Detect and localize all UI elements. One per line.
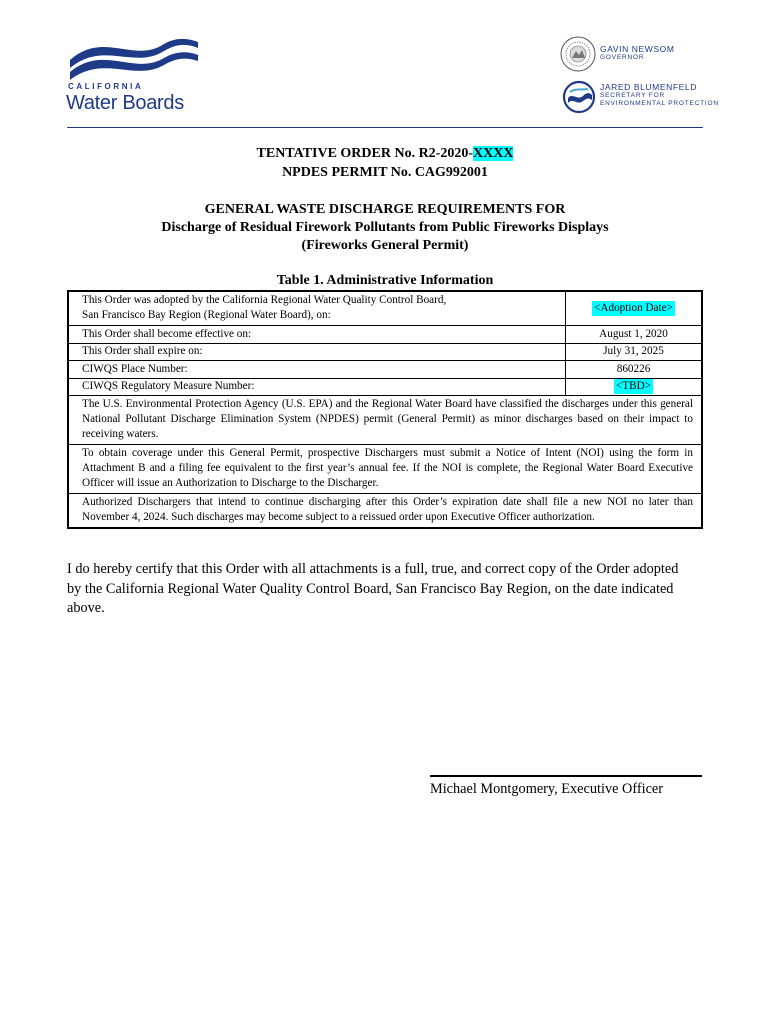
expire-label: This Order shall expire on: — [69, 344, 566, 361]
secretary-block — [600, 82, 719, 108]
header-divider — [67, 127, 703, 128]
ciwqs-place-number: 860226 — [616, 362, 651, 375]
effective-label: This Order shall become effective on: — [69, 326, 566, 343]
renewal-paragraph: Authorized Dischargers that intend to continue discharging after this Order’s expiration date shall file a new NOI no later than November 4, 2024. Such discharges may become subject to a reissued order upon Executive Officer authorization. — [82, 496, 693, 523]
ciwqs-measure-label: CIWQS Regulatory Measure Number: — [69, 379, 566, 396]
administrative-info-table — [67, 290, 703, 529]
ciwqs-measure-placeholder: <TBD> — [616, 380, 651, 393]
water-boards-logo — [64, 34, 204, 118]
classification-paragraph: The U.S. Environmental Protection Agency (U.S. EPA) and the Regional Water Board have classified the discharges under this general National Pollutant Discharge Elimination System (NPDES) permit (General Permit) as minor discharges based on their impact to receiving waters. — [82, 398, 693, 440]
table-row — [69, 325, 701, 343]
water-waves-icon — [64, 34, 204, 84]
heading-line-1: GENERAL WASTE DISCHARGE REQUIREMENTS FOR — [204, 202, 566, 217]
governor-name: GAVIN NEWSOM — [600, 44, 675, 54]
table-row — [69, 444, 701, 493]
table-row — [69, 493, 701, 527]
order-number-prefix: TENTATIVE ORDER No. R2-2020- — [256, 146, 474, 161]
table-row — [69, 360, 701, 378]
california-seal-icon — [560, 36, 596, 72]
signature-line — [430, 775, 702, 777]
order-number — [0, 144, 770, 163]
coverage-paragraph: To obtain coverage under this General Permit, prospective Dischargers must submit a Notice of Intent (NOI) using the form in Attachment B and a filing fee equivalent to the first year’s annual fee. If the NOI is complete, the Regional Water Board Executive Officer will issue an Authorization to Discharge to the Discharger. — [82, 447, 693, 489]
adoption-label-line1: This Order was adopted by the California Regional Water Quality Control Board, — [82, 294, 447, 306]
table-cell-label — [69, 292, 566, 325]
secretary-title-line1: SECRETARY FOR — [600, 92, 665, 99]
heading-line-2: Discharge of Residual Firework Pollutants from Public Fireworks Displays — [161, 220, 609, 235]
table-cell-value — [566, 292, 701, 325]
calepa-logo-icon — [562, 80, 596, 114]
adoption-label-line2: San Francisco Bay Region (Regional Water Board), on: — [82, 309, 331, 321]
secretary-title-line2: ENVIRONMENTAL PROTECTION — [600, 100, 719, 107]
table-row — [69, 395, 701, 444]
heading-line-3: (Fireworks General Permit) — [301, 238, 469, 253]
signatory-name: Michael Montgomery, Executive Officer — [430, 781, 664, 797]
secretary-name: JARED BLUMENFELD — [600, 82, 697, 92]
ciwqs-place-label: CIWQS Place Number: — [69, 361, 566, 378]
logo-name: Water Boards — [66, 92, 184, 114]
table-row — [69, 292, 701, 325]
governor-title: GOVERNOR — [600, 54, 645, 61]
permit-number: NPDES PERMIT No. CAG992001 — [282, 165, 488, 180]
table-row — [69, 378, 701, 396]
logo-region-label: CALIFORNIA — [68, 82, 144, 91]
expire-date: July 31, 2025 — [603, 345, 664, 358]
governor-block — [600, 44, 675, 62]
adoption-date-placeholder: <Adoption Date> — [594, 302, 673, 314]
table-caption: Table 1. Administrative Information — [276, 273, 494, 288]
table-row — [69, 343, 701, 361]
effective-date: August 1, 2020 — [599, 327, 668, 340]
order-number-placeholder: XXXX — [473, 146, 514, 161]
table-cell-value — [566, 379, 701, 396]
certification-statement: I do hereby certify that this Order with all attachments is a full, true, and correct copy of the Order adopted by the California Regional Water Quality Control Board, San Francisco Bay Region, on the date indicated above. — [67, 561, 679, 616]
